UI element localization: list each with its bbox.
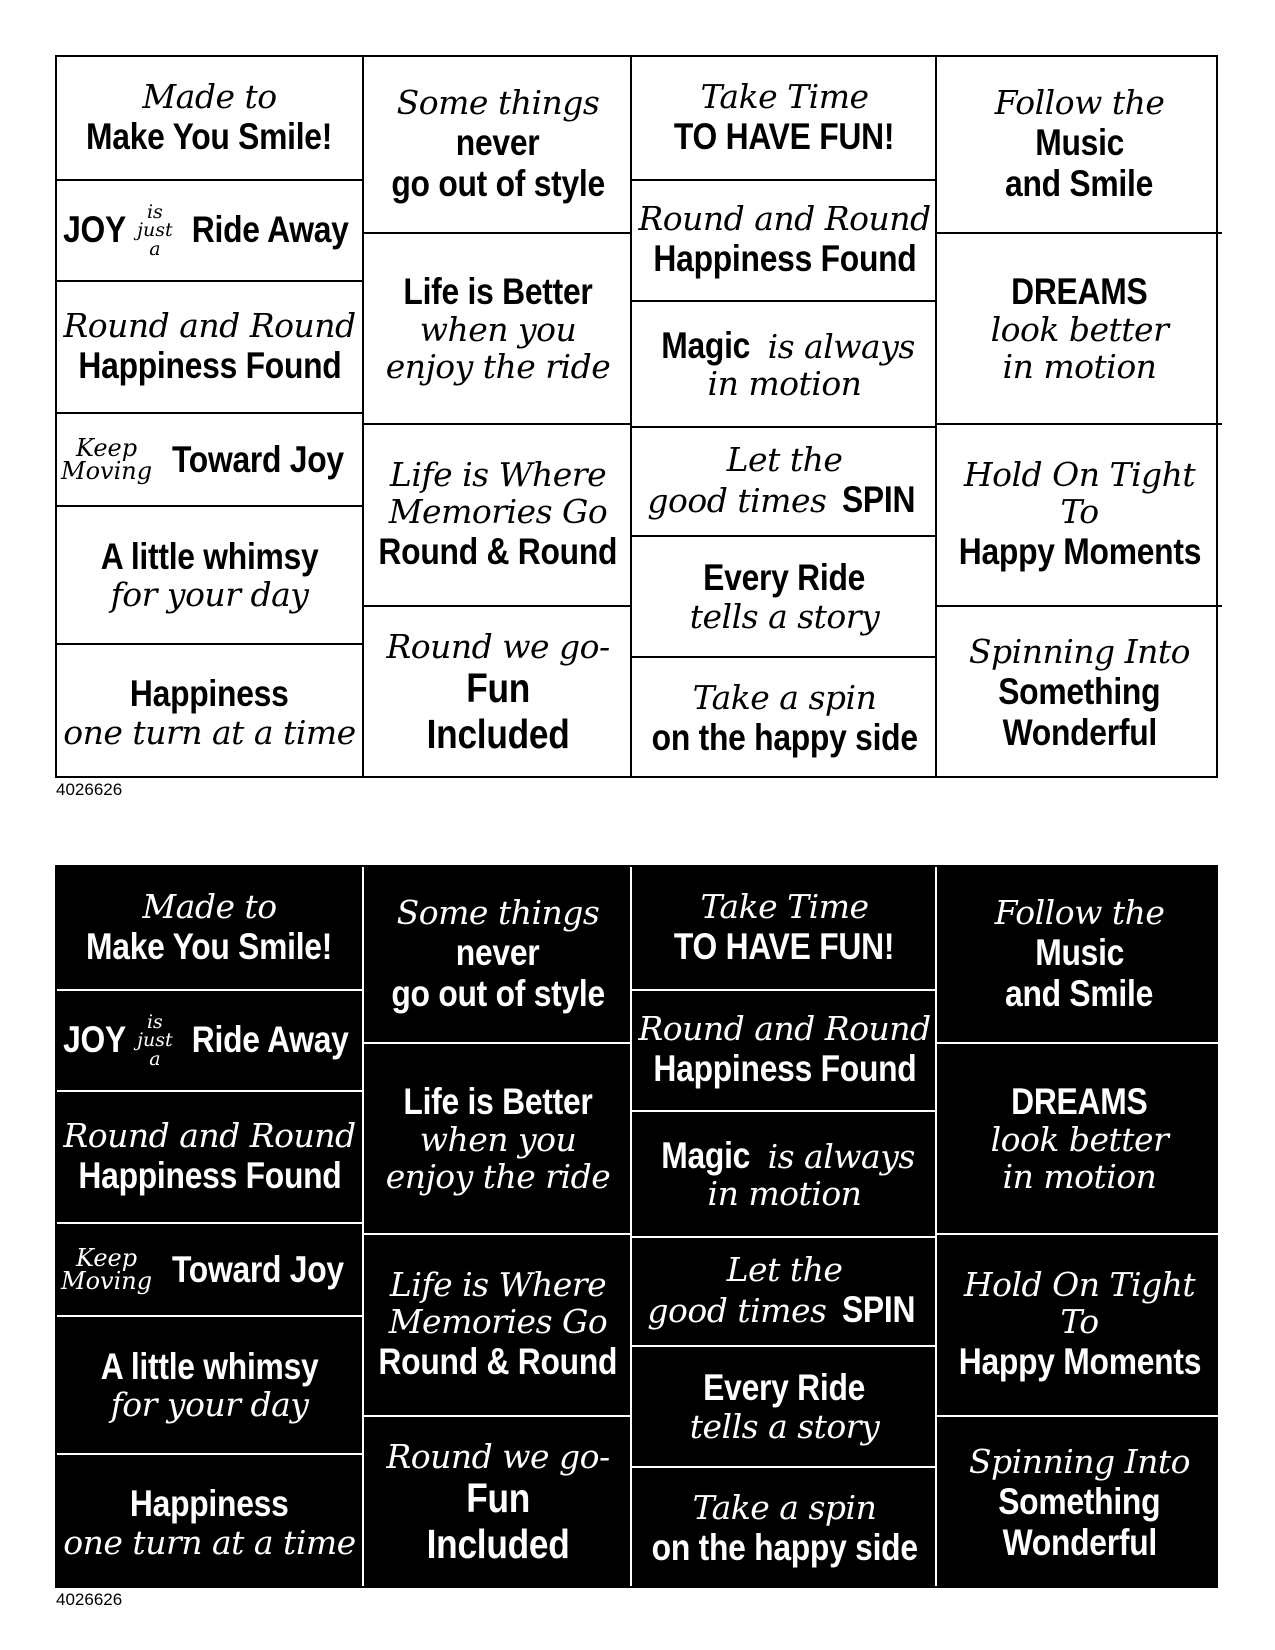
label-text: go out of style — [391, 972, 605, 1014]
label-text: JOY — [63, 1019, 127, 1061]
label-text: a — [149, 237, 161, 260]
label-text: on the happy side — [651, 1526, 918, 1568]
label-text: Let the — [726, 440, 843, 480]
label-sheet-black — [55, 865, 1218, 1588]
label-text: Take a spin — [692, 1487, 877, 1527]
label-text: when you — [419, 310, 577, 350]
label-text: Moving — [61, 1266, 153, 1295]
label-text: and Smile — [1005, 162, 1154, 204]
sheet-code: 4026626 — [56, 780, 123, 799]
label-text: Take Time — [700, 76, 869, 116]
label-text: Happiness — [130, 673, 289, 715]
label-text: Happiness Found — [77, 1154, 342, 1196]
label-cell — [937, 605, 1222, 780]
label-cell — [364, 867, 632, 1042]
label-text: Round and Round — [638, 1009, 931, 1049]
label-text: To — [1060, 492, 1099, 532]
label-cell — [364, 1042, 632, 1233]
label-text: Something — [998, 1480, 1161, 1522]
label-text: tells a story — [689, 596, 880, 636]
label-text: in motion — [707, 364, 862, 404]
label-text: and Smile — [1005, 972, 1154, 1014]
label-text: Life is Better — [403, 1080, 593, 1122]
label-text: Follow the — [994, 892, 1165, 932]
label-text: Make You Smile! — [86, 925, 333, 967]
label-text: Included — [426, 1520, 570, 1567]
label-text: Music — [1035, 121, 1124, 163]
label-cell — [632, 1345, 937, 1466]
label-text: Hold On Tight — [963, 1265, 1196, 1305]
label-cell — [632, 57, 937, 179]
label-sheet-white — [55, 55, 1218, 778]
label-cell — [364, 57, 632, 232]
label-cell — [937, 1233, 1222, 1415]
label-text: DREAMS — [1011, 270, 1148, 312]
label-line — [61, 1243, 358, 1295]
label-text: Happy Moments — [958, 1341, 1201, 1383]
label-column — [362, 57, 632, 776]
label-column — [57, 57, 362, 776]
label-text: Follow the — [994, 82, 1165, 122]
label-line — [647, 1289, 921, 1330]
label-column — [362, 867, 632, 1586]
label-text: Some things — [396, 82, 600, 122]
label-text: go out of style — [391, 162, 605, 204]
label-text: Keep — [76, 1243, 138, 1272]
label-text: Made to — [142, 886, 277, 926]
label-text: a — [149, 1047, 161, 1070]
label-cell — [364, 1415, 632, 1590]
label-text: JOY — [63, 209, 127, 251]
label-cell — [937, 423, 1222, 605]
label-text: To — [1060, 1302, 1099, 1342]
label-cell — [57, 179, 362, 280]
label-cell — [57, 867, 362, 989]
label-text: Make You Smile! — [86, 115, 333, 157]
label-text: in motion — [1002, 347, 1157, 387]
label-text: Keep — [76, 433, 138, 462]
label-text: Happy Moments — [958, 531, 1201, 573]
label-text: is — [146, 1011, 163, 1034]
sheet-code: 4026626 — [56, 1590, 123, 1609]
label-text: TO HAVE FUN! — [674, 925, 895, 967]
label-cell — [632, 656, 937, 780]
label-cell — [57, 412, 362, 505]
label-cell — [632, 867, 937, 989]
label-text: Happiness Found — [77, 344, 342, 386]
label-text: Memories Go — [388, 1302, 608, 1342]
label-text: when you — [419, 1120, 577, 1160]
label-cell — [57, 1090, 362, 1222]
label-text: SPIN — [842, 479, 916, 521]
label-text: Life is Where — [389, 1265, 607, 1305]
label-line — [647, 479, 921, 520]
label-text: Let the — [726, 1250, 843, 1290]
label-text: in motion — [707, 1174, 862, 1214]
label-text: Take a spin — [692, 677, 877, 717]
label-line — [61, 433, 358, 485]
label-text: SPIN — [842, 1289, 916, 1331]
label-cell — [364, 423, 632, 605]
label-text: look better — [990, 1120, 1169, 1160]
label-text: Included — [426, 710, 570, 757]
label-text: is — [146, 201, 163, 224]
label-text: Take Time — [700, 886, 869, 926]
label-text: Wonderful — [1002, 1521, 1157, 1563]
label-line — [58, 1011, 361, 1070]
label-cell — [632, 426, 937, 535]
label-cell — [57, 1453, 362, 1590]
label-cell — [632, 1466, 937, 1590]
label-cell — [364, 1233, 632, 1415]
label-column — [935, 57, 1222, 776]
label-cell — [364, 605, 632, 780]
label-text: Fun — [466, 665, 530, 712]
label-cell — [632, 989, 937, 1110]
label-text: Memories Go — [388, 492, 608, 532]
label-cell — [937, 57, 1222, 232]
label-text: in motion — [1002, 1157, 1157, 1197]
label-line — [654, 325, 915, 366]
label-column — [935, 867, 1222, 1586]
label-cell — [632, 1236, 937, 1345]
label-cell — [937, 1042, 1222, 1233]
label-cell — [57, 280, 362, 412]
label-column — [630, 867, 937, 1586]
label-cell — [57, 505, 362, 643]
stacked-words — [137, 1011, 173, 1070]
label-cell — [632, 179, 937, 300]
stacked-words — [137, 201, 173, 260]
label-line — [58, 201, 361, 260]
label-text: Happiness — [130, 1483, 289, 1525]
label-text: Round and Round — [63, 1115, 356, 1155]
label-text: Ride Away — [191, 209, 349, 251]
label-cell — [57, 643, 362, 780]
label-text: Round and Round — [638, 199, 931, 239]
label-text: Every Ride — [703, 557, 866, 599]
label-text: for your day — [110, 575, 309, 615]
label-text: Round we go- — [386, 627, 610, 667]
label-text: one turn at a time — [63, 1522, 356, 1562]
label-text: Toward Joy — [172, 1248, 344, 1290]
label-text: Round and Round — [63, 305, 356, 345]
label-text: Magic — [661, 1134, 751, 1176]
label-text: Magic — [661, 324, 751, 366]
stacked-words — [61, 433, 153, 485]
label-text: Music — [1035, 931, 1124, 973]
label-text: good times — [647, 481, 837, 521]
label-text: Ride Away — [191, 1019, 349, 1061]
label-text: Some things — [396, 892, 600, 932]
label-cell — [57, 1222, 362, 1315]
label-text: is always — [757, 326, 915, 366]
label-text: tells a story — [689, 1406, 880, 1446]
label-cell — [364, 232, 632, 423]
label-cell — [937, 1415, 1222, 1590]
label-text: enjoy the ride — [385, 1157, 611, 1197]
label-text: Round & Round — [378, 531, 618, 573]
label-text: Life is Better — [403, 270, 593, 312]
label-text: Toward Joy — [172, 438, 344, 480]
label-text: A little whimsy — [100, 1345, 319, 1387]
label-text: Happiness Found — [652, 1048, 917, 1090]
label-text: look better — [990, 310, 1169, 350]
label-cell — [57, 1315, 362, 1453]
label-cell — [937, 232, 1222, 423]
label-text: Spinning Into — [968, 631, 1191, 671]
label-text: Round we go- — [386, 1437, 610, 1477]
stacked-words — [61, 1243, 153, 1295]
label-text: A little whimsy — [100, 535, 319, 577]
label-cell — [57, 57, 362, 179]
label-line — [708, 1176, 862, 1213]
label-text: Life is Where — [389, 455, 607, 495]
label-text: never — [456, 931, 540, 973]
label-text: just — [137, 219, 173, 242]
label-text: Made to — [142, 76, 277, 116]
label-text: Round & Round — [378, 1341, 618, 1383]
label-text: TO HAVE FUN! — [674, 115, 895, 157]
label-text: Spinning Into — [968, 1441, 1191, 1481]
label-text: good times — [647, 1291, 837, 1331]
label-column — [57, 867, 362, 1586]
label-cell — [632, 535, 937, 656]
label-text: Wonderful — [1002, 711, 1157, 753]
label-column — [630, 57, 937, 776]
label-text: DREAMS — [1011, 1080, 1148, 1122]
label-text: Moving — [61, 456, 153, 485]
label-text: Something — [998, 670, 1161, 712]
label-line — [727, 442, 843, 479]
label-line — [708, 366, 862, 403]
label-line — [727, 1252, 843, 1289]
label-text: one turn at a time — [63, 712, 356, 752]
label-text: never — [456, 121, 540, 163]
label-text: Hold On Tight — [963, 455, 1196, 495]
label-text: for your day — [110, 1385, 309, 1425]
label-cell — [632, 1110, 937, 1236]
label-text: Every Ride — [703, 1367, 866, 1409]
label-text: just — [137, 1029, 173, 1052]
label-text: Fun — [466, 1475, 530, 1522]
label-line — [654, 1135, 915, 1176]
label-text: on the happy side — [651, 716, 918, 758]
label-text: is always — [757, 1136, 915, 1176]
label-text: Happiness Found — [652, 238, 917, 280]
label-text: enjoy the ride — [385, 347, 611, 387]
label-cell — [57, 989, 362, 1090]
label-cell — [937, 867, 1222, 1042]
label-cell — [632, 300, 937, 426]
